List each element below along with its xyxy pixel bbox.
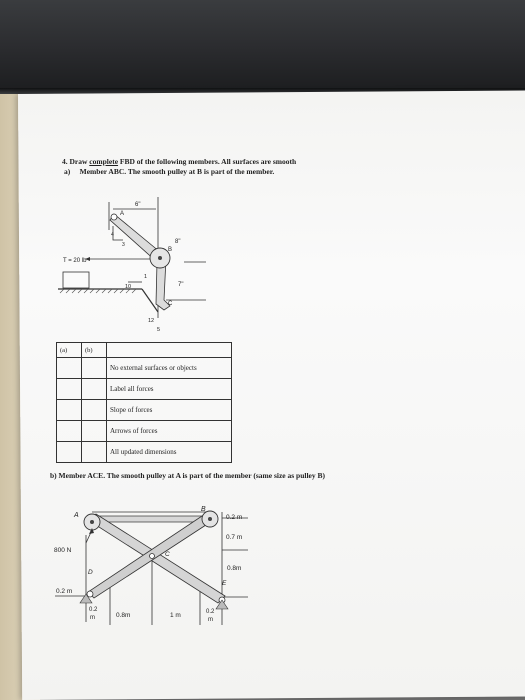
dim-7-label: 7" [178,282,184,288]
problem-title-emphasis: complete [89,157,119,166]
label-a: A [74,512,79,519]
checklist-header-a: (a) [57,343,82,358]
label-e: E [222,580,227,587]
part-a-text: Member ABC. The smooth pulley at B is part of the member. [79,167,275,176]
dim-0-8m-bottom: 0.8m [116,612,131,619]
angle-1-label: 1 [144,274,148,280]
dim-0-2m-left: 0.2 m [56,588,73,595]
dim-0-2m-right: 0.2 m [226,514,243,521]
dim-m-bottom-left: m [90,615,95,621]
part-b-heading: b) Member ACE. The smooth pulley at A is part of the member (same size as pulley B) [50,471,325,480]
slope-12-label: 12 [148,318,155,324]
dim-6-label: 6" [135,202,141,208]
checklist-item-label: Slope of forces [107,400,232,421]
slope-5-label: 5 [157,327,161,333]
part-a-letter: a) [64,167,71,176]
dim-0-8m-right: 0.8m [227,565,242,572]
dim-1m-bottom: 1 m [170,612,181,619]
member-ace [88,514,225,603]
problem-title-prefix: 4. Draw [62,157,90,166]
dim-m-bottom-right: m [208,617,213,623]
angle-10-label: 10 [125,284,132,290]
label-b: B [168,247,173,253]
pulley-b-pin [208,517,212,521]
label-b: B [201,506,206,513]
label-c: C [168,301,173,307]
dim-0-7m: 0.7 m [226,534,243,541]
label-d: D [88,569,93,576]
checklist-item-label: Label all forces [107,379,232,400]
checklist-item-label: Arrows of forces [107,421,232,442]
pulley-a-pin [90,520,94,524]
checklist-item-label: No external surfaces or objects [107,358,232,379]
dim-0-2-bottom-right: 0.2 [206,609,215,615]
problem-title-rest: FBD of the following members. All surfaces are smooth [118,157,297,166]
pin-c [150,554,155,559]
checklist-header-b: (b) [82,343,107,358]
force-label-t: T = 20 lb [63,258,87,264]
dim-8-label: 8" [175,239,181,245]
dim-0-2-bottom-left: 0.2 [89,607,98,613]
slope-4-label: 4 [111,232,114,238]
label-c: C [165,551,170,558]
slope-3-label: 3 [122,242,125,248]
label-a: A [120,211,125,217]
pin-d [87,591,93,597]
force-label-800n: 800 N [54,547,72,554]
checklist-item-label: All updated dimensions [107,442,232,463]
